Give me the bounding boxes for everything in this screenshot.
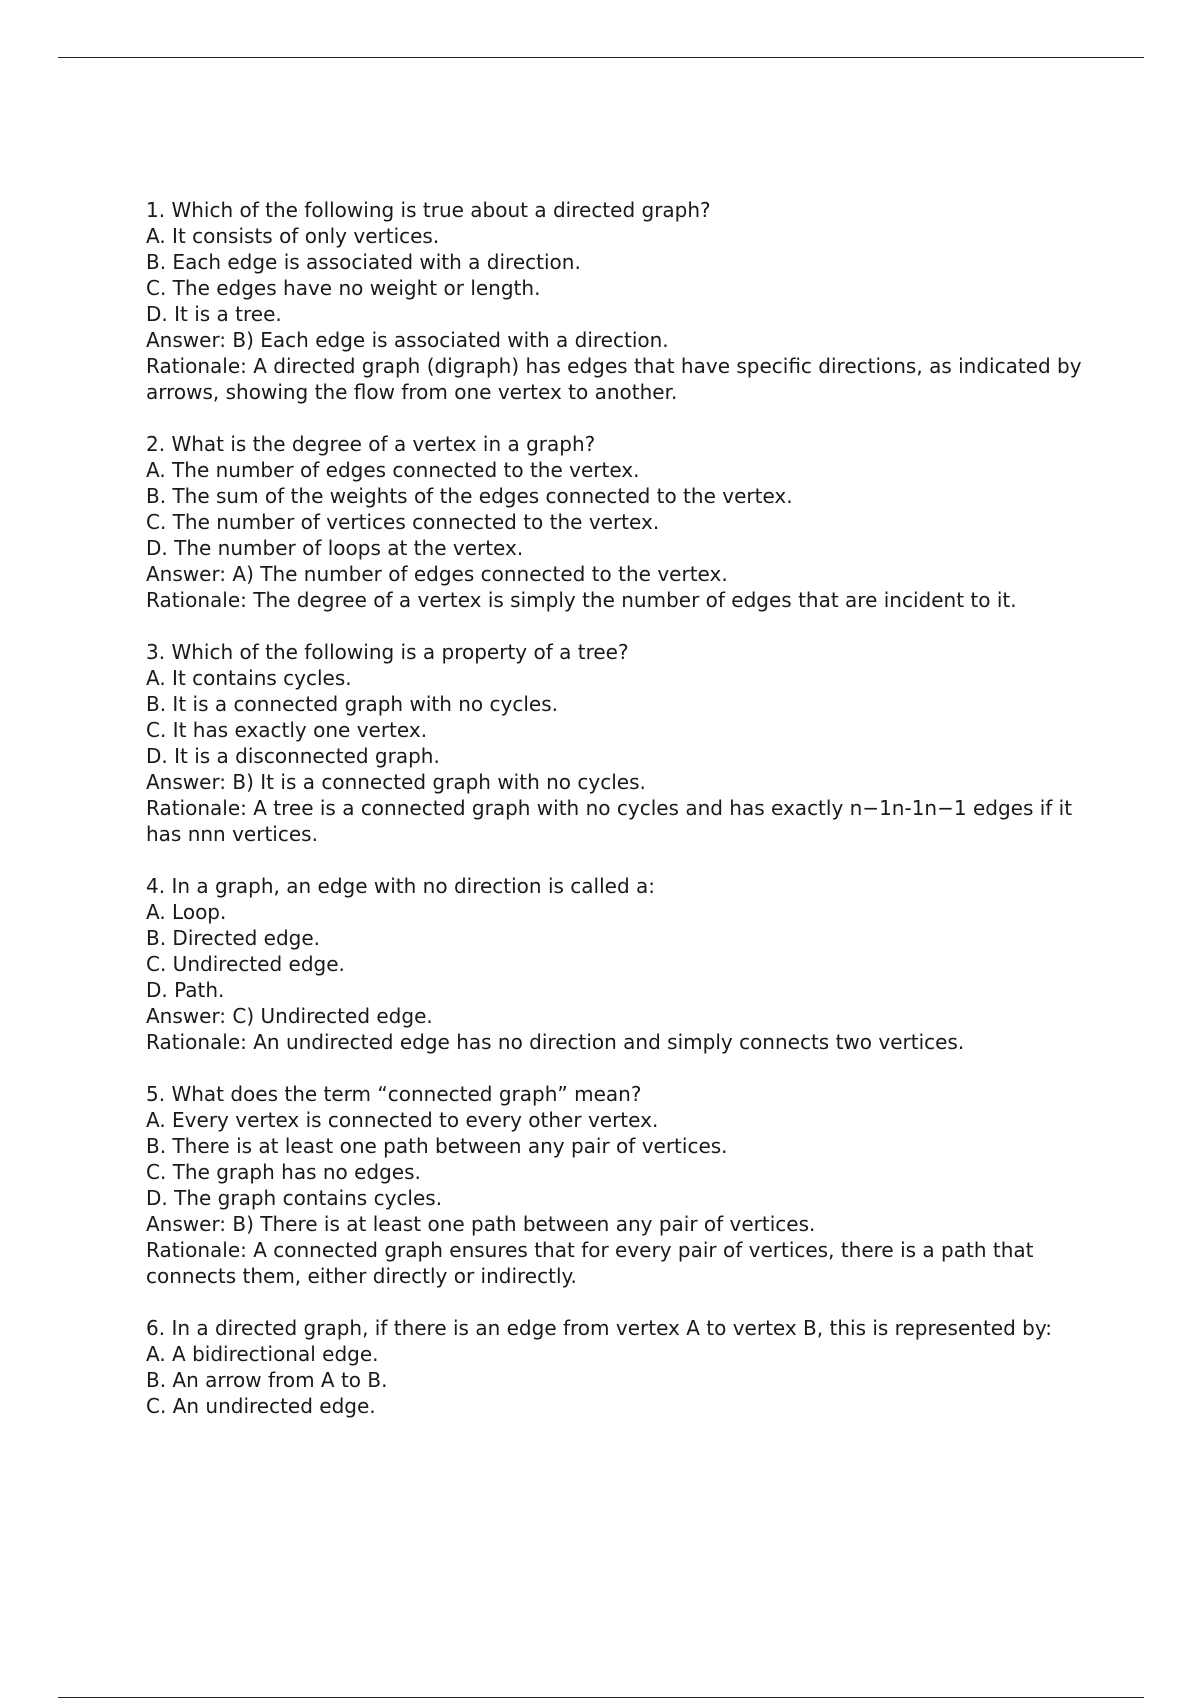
option-c: C. The number of vertices connected to the vertex. bbox=[146, 510, 660, 534]
option-d: D. The graph contains cycles. bbox=[146, 1186, 443, 1210]
answer-text: Answer: A) The number of edges connected to the vertex. bbox=[146, 562, 728, 586]
quiz-content bbox=[146, 197, 1086, 1445]
option-c: C. It has exactly one vertex. bbox=[146, 718, 428, 742]
option-a: A. Every vertex is connected to every other vertex. bbox=[146, 1108, 659, 1132]
question-block-2 bbox=[146, 431, 1086, 613]
option-a: A. Loop. bbox=[146, 900, 227, 924]
option-d: D. It is a disconnected graph. bbox=[146, 744, 440, 768]
question-block-1 bbox=[146, 197, 1086, 405]
header-rule bbox=[58, 57, 1144, 58]
question-block-3 bbox=[146, 639, 1086, 847]
option-c: C. The graph has no edges. bbox=[146, 1160, 421, 1184]
question-block-6 bbox=[146, 1315, 1086, 1419]
question-text: 2. What is the degree of a vertex in a graph? bbox=[146, 432, 596, 456]
option-b: B. The sum of the weights of the edges connected to the vertex. bbox=[146, 484, 793, 508]
option-a: A. It consists of only vertices. bbox=[146, 224, 440, 248]
option-d: D. It is a tree. bbox=[146, 302, 282, 326]
rationale-text: Rationale: The degree of a vertex is simply the number of edges that are incident to it. bbox=[146, 588, 1017, 612]
answer-text: Answer: B) Each edge is associated with a direction. bbox=[146, 328, 669, 352]
option-b: B. Each edge is associated with a direction. bbox=[146, 250, 581, 274]
option-c: C. Undirected edge. bbox=[146, 952, 345, 976]
answer-text: Answer: C) Undirected edge. bbox=[146, 1004, 433, 1028]
question-block-4 bbox=[146, 873, 1086, 1055]
rationale-text: Rationale: A directed graph (digraph) has edges that have specific directions, as indicated by arrows, showing the flow from one vertex to another. bbox=[146, 354, 1082, 404]
question-text: 5. What does the term “connected graph” mean? bbox=[146, 1082, 642, 1106]
question-text: 4. In a graph, an edge with no direction is called a: bbox=[146, 874, 656, 898]
answer-text: Answer: B) It is a connected graph with no cycles. bbox=[146, 770, 646, 794]
rationale-text: Rationale: A connected graph ensures that for every pair of vertices, there is a path that connects them, either directly or indirectly. bbox=[146, 1238, 1034, 1288]
option-d: D. The number of loops at the vertex. bbox=[146, 536, 524, 560]
option-c: C. An undirected edge. bbox=[146, 1394, 376, 1418]
option-c: C. The edges have no weight or length. bbox=[146, 276, 541, 300]
answer-text: Answer: B) There is at least one path between any pair of vertices. bbox=[146, 1212, 816, 1236]
option-a: A. A bidirectional edge. bbox=[146, 1342, 379, 1366]
option-b: B. It is a connected graph with no cycles. bbox=[146, 692, 558, 716]
option-d: D. Path. bbox=[146, 978, 225, 1002]
option-b: B. There is at least one path between any pair of vertices. bbox=[146, 1134, 728, 1158]
question-text: 6. In a directed graph, if there is an edge from vertex A to vertex B, this is represented by: bbox=[146, 1316, 1052, 1340]
question-block-5 bbox=[146, 1081, 1086, 1289]
question-text: 3. Which of the following is a property of a tree? bbox=[146, 640, 629, 664]
rationale-text: Rationale: A tree is a connected graph with no cycles and has exactly n−1n-1n−1 edges if it has nnn vertices. bbox=[146, 796, 1073, 846]
footer-rule bbox=[58, 1697, 1144, 1698]
question-text: 1. Which of the following is true about a directed graph? bbox=[146, 198, 711, 222]
option-a: A. It contains cycles. bbox=[146, 666, 352, 690]
option-b: B. Directed edge. bbox=[146, 926, 321, 950]
option-a: A. The number of edges connected to the vertex. bbox=[146, 458, 640, 482]
option-b: B. An arrow from A to B. bbox=[146, 1368, 388, 1392]
rationale-text: Rationale: An undirected edge has no direction and simply connects two vertices. bbox=[146, 1030, 965, 1054]
